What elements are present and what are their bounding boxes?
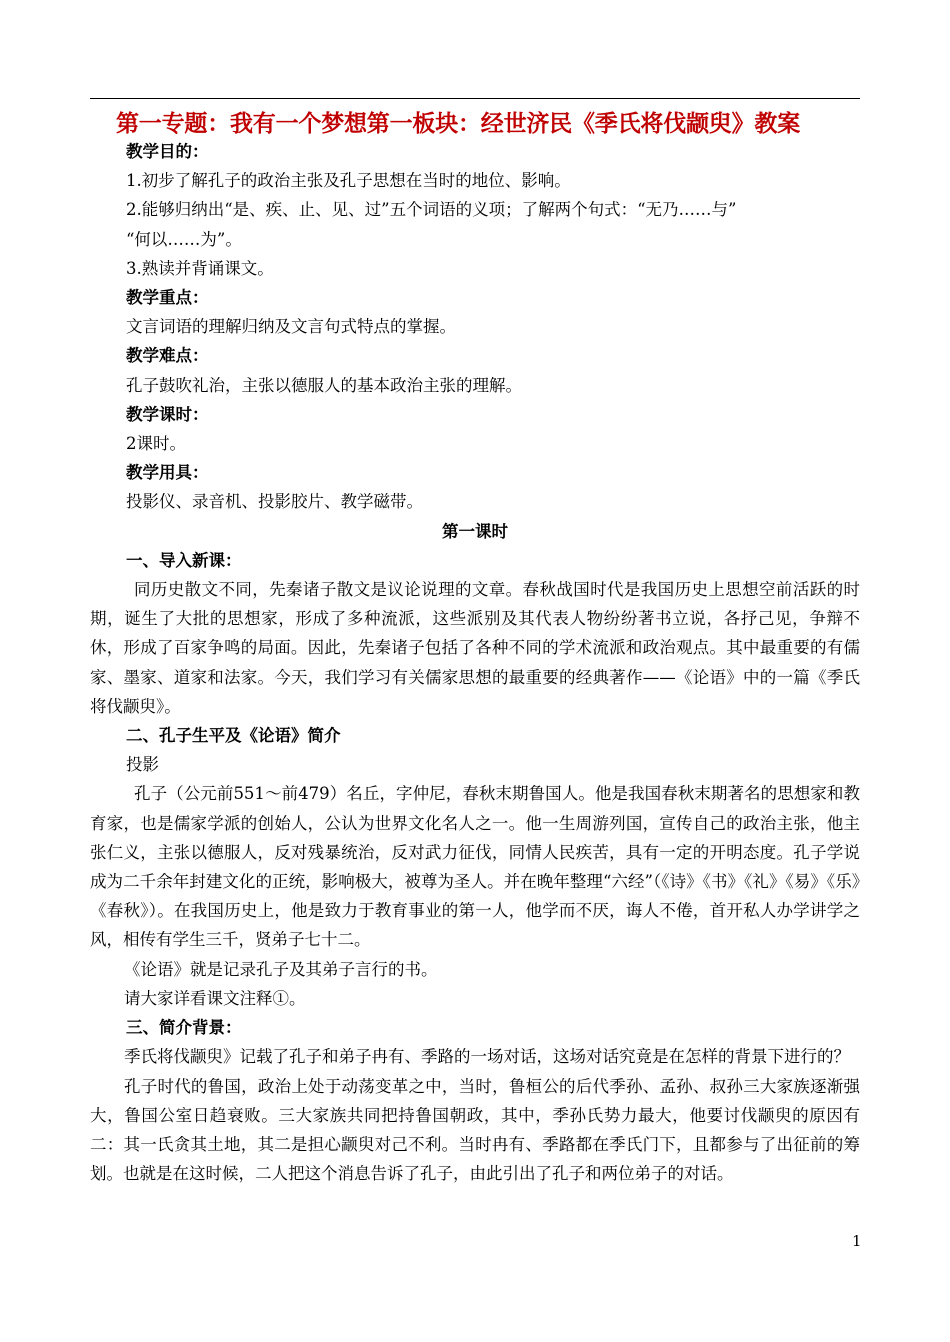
lesson-heading: 第一课时 [442, 521, 508, 541]
background-text-2: 孔子时代的鲁国，政治上处于动荡变革之中，当时，鲁桓公的后代季孙、孟孙、叔孙三大家族逐渐强大，鲁国公室日趋衰败。三大家族共同把持鲁国朝政，其中，季孙氏势力最大，他要讨伐颛臾的原因有二：其一氏贪其土地，其二是担心颛臾对己不利。当时冉有、季路都在季氏门下，且都参与了出征前的筹划。也就是在这时候，二人把这个消息告诉了孔子，由此引出了孔子和两位弟子的对话。 [90, 1076, 860, 1184]
objective-2: 2.能够归纳出“是、疾、止、见、过”五个词语的义项；了解两个句式：“无乃……与” [126, 200, 737, 220]
document-body [90, 137, 860, 1188]
intro-text: 同历史散文不同，先秦诸子散文是议论说理的文章。春秋战国时代是我国历史上思想空前活跃的时期，诞生了大批的思想家，形成了多种流派，这些派别及其代表人物纷纷著书立说，各抒己见，争辩不休，形成了百家争鸣的局面。因此，先秦诸子包括了各种不同的学术流派和政治观点。其中最重要的有儒家、墨家、道家和法家。今天，我们学习有关儒家思想的最重要的经典著作——《论语》中的一篇《季氏将伐颛臾》。 [90, 580, 860, 716]
page-number: 1 [852, 1232, 862, 1250]
document-title: 第一专题：我有一个梦想第一板块：经世济民《季氏将伐颛臾》教案 [116, 110, 801, 137]
tools-text: 投影仪、录音机、投影胶片、教学磁带。 [126, 492, 423, 512]
key-points-text: 文言词语的理解归纳及文言句式特点的掌握。 [126, 317, 456, 337]
difficulties-heading: 教学难点： [126, 346, 209, 366]
header-rule [90, 98, 860, 99]
background-heading: 三、简介背景： [126, 1018, 242, 1038]
hours-heading: 教学课时： [126, 404, 209, 424]
tools-heading: 教学用具： [126, 463, 209, 483]
bio-text: 孔子（公元前551～前479）名丘，字仲尼，春秋末期鲁国人。他是我国春秋末期著名的思想家和教育家，也是儒家学派的创始人，公认为世界文化名人之一。他一生周游列国，宣传自己的政治主张，他主张仁义，主张以德服人，反对残暴统治，反对武力征伐，同情人民疾苦，具有一定的开明态度。孔子学说成为二千余年封建文化的正统，影响极大，被尊为圣人。并在晚年整理“六经”（《诗》《书》《礼》《易》《乐》《春秋》）。在我国历史上，他是致力于教育事业的第一人，他学而不厌，诲人不倦，首开私人办学讲学之风，相传有学生三千，贤弟子七十二。 [90, 784, 860, 950]
intro-heading: 一、导入新课： [126, 550, 242, 570]
hours-text: 2课时。 [126, 434, 186, 454]
background-text-1: 季氏将伐颛臾》记载了孔子和弟子冉有、季路的一场对话，这场对话究竟是在怎样的背景下进行的？ [124, 1047, 850, 1067]
objective-2-cont: “何以……为”。 [126, 229, 242, 249]
objectives-heading: 教学目的： [126, 142, 209, 161]
notes-text: 请大家详看课文注释①。 [124, 988, 306, 1008]
objective-3: 3.熟读并背诵课文。 [126, 258, 274, 278]
bio-projection: 投影 [126, 755, 159, 775]
difficulties-text: 孔子鼓吹礼治，主张以德服人的基本政治主张的理解。 [126, 375, 522, 395]
lunyu-text: 《论语》就是记录孔子及其弟子言行的书。 [124, 959, 438, 979]
objective-1: 1.初步了解孔子的政治主张及孔子思想在当时的地位、影响。 [126, 171, 571, 191]
bio-heading: 二、孔子生平及《论语》简介 [126, 726, 341, 746]
key-points-heading: 教学重点： [126, 288, 209, 308]
